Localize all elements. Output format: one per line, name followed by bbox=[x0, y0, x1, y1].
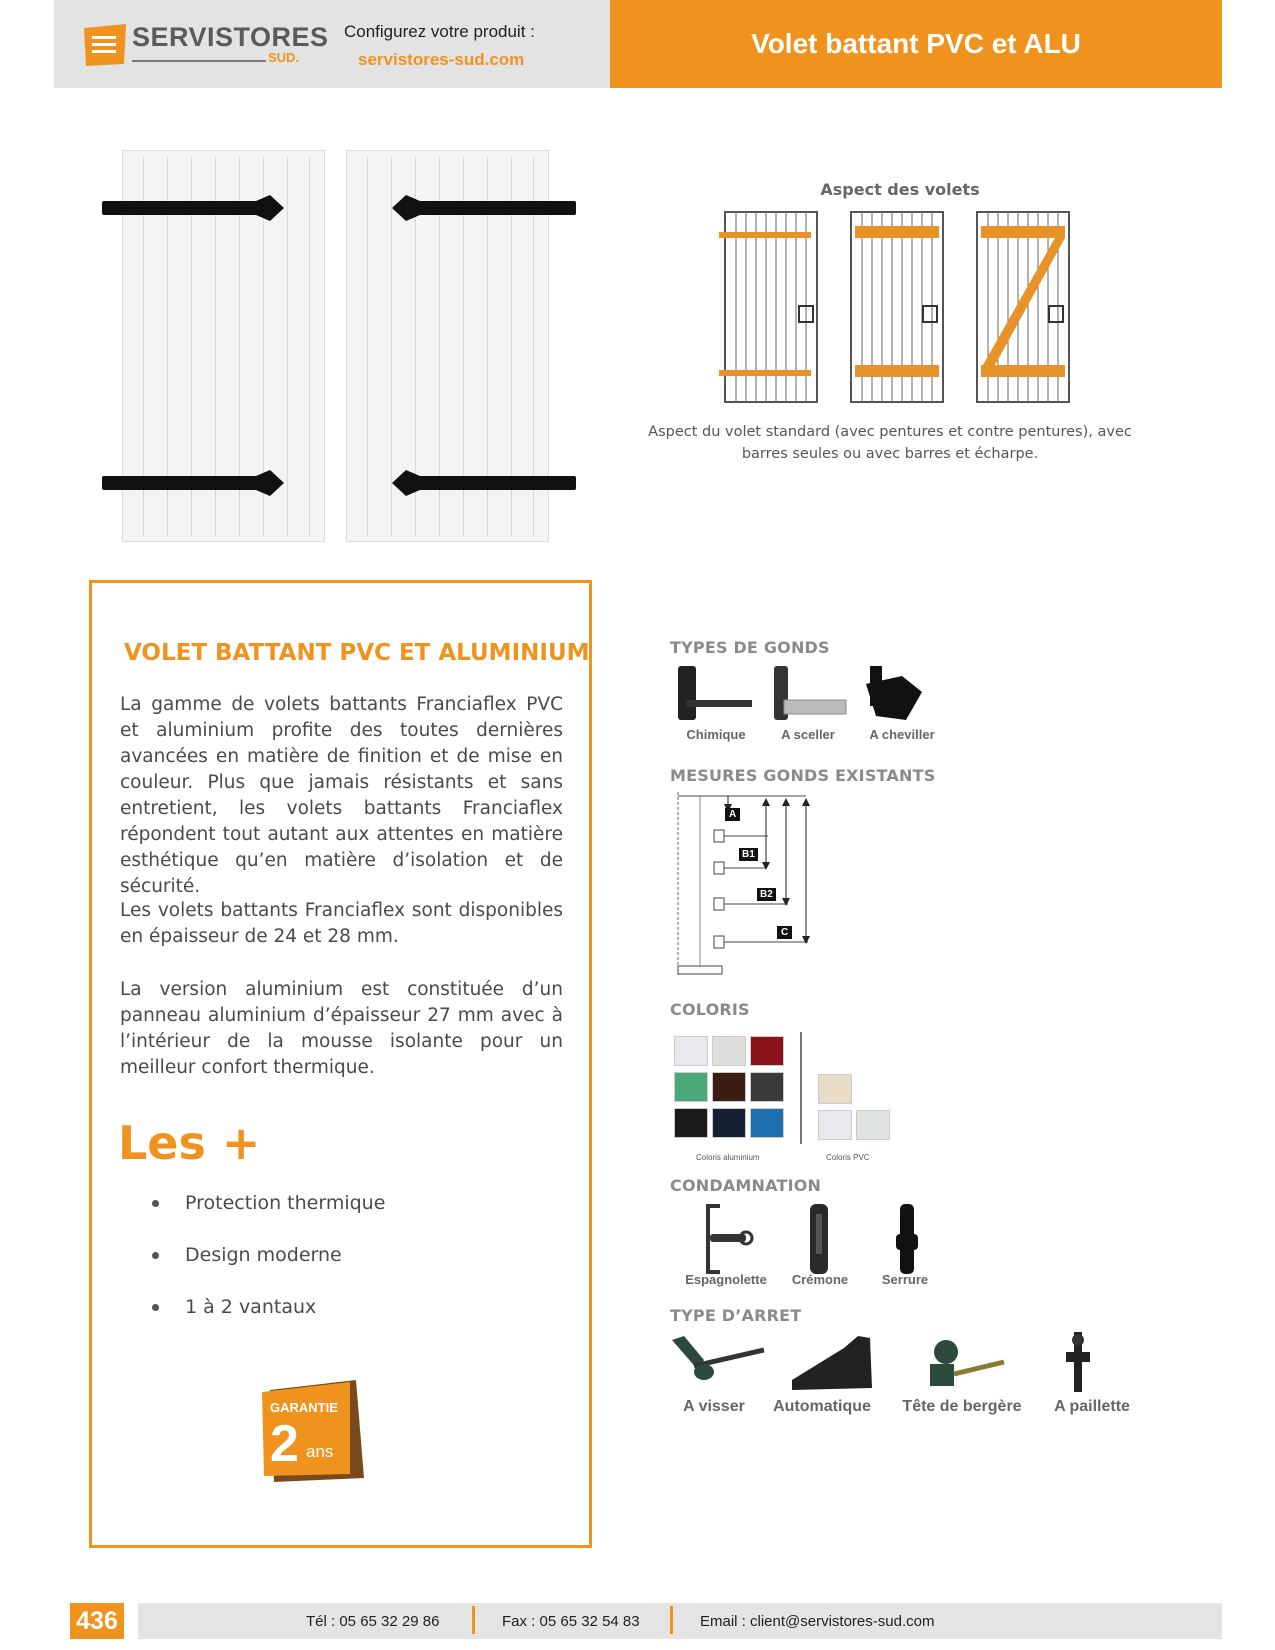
hinge-tip-icon bbox=[392, 470, 422, 496]
gond-label: A sceller bbox=[781, 727, 835, 742]
shutter-bars-z-icon bbox=[977, 212, 1069, 402]
color-swatch bbox=[750, 1108, 784, 1138]
aspect-caption-line1: Aspect du volet standard (avec pentures et contre pentures), avec bbox=[648, 424, 1132, 440]
bullet-item bbox=[152, 1244, 342, 1266]
page-number bbox=[70, 1603, 124, 1639]
hinge-strap bbox=[102, 201, 270, 215]
badge-number: 2 bbox=[270, 1415, 299, 1473]
page-title: Volet battant PVC et ALU bbox=[751, 28, 1081, 59]
hinge-tip-icon bbox=[392, 195, 422, 221]
bullet-text: Design moderne bbox=[185, 1244, 342, 1266]
bullet-item bbox=[152, 1296, 316, 1318]
mesure-label-b2: B2 bbox=[757, 888, 776, 901]
color-swatch bbox=[750, 1072, 784, 1102]
arret-label: A paillette bbox=[1054, 1398, 1130, 1415]
les-plus-heading: Les + bbox=[118, 1116, 261, 1170]
arret-label: A visser bbox=[683, 1398, 745, 1415]
footer-bar bbox=[138, 1603, 1222, 1639]
shutter-standard-icon bbox=[719, 212, 817, 402]
guarantee-badge bbox=[260, 1378, 366, 1484]
color-swatch bbox=[818, 1074, 852, 1104]
hinge-strap bbox=[408, 476, 576, 490]
color-swatch bbox=[856, 1110, 890, 1140]
coloris-pvc-grid bbox=[818, 1074, 898, 1144]
footer-fax: Fax : 05 65 32 54 83 bbox=[502, 1613, 640, 1630]
logo-name: SERVISTORES bbox=[132, 22, 329, 52]
cremone-icon bbox=[808, 1204, 832, 1278]
config-url-link[interactable]: servistores-sud.com bbox=[358, 50, 525, 69]
aluminium-paragraph: La version aluminium est constituée d’un panneau aluminium d’épaisseur 27 mm avec à l’intérieur de la mousse isolante pour un meilleur confort thermique. bbox=[120, 979, 563, 1078]
product-box-title: VOLET BATTANT PVC ET ALUMINIUM bbox=[124, 640, 590, 666]
color-swatch bbox=[674, 1072, 708, 1102]
bullet-text: 1 à 2 vantaux bbox=[185, 1296, 317, 1318]
thickness-paragraph: Les volets battants Franciaflex sont disponibles en épaisseur de 24 et 28 mm. bbox=[120, 900, 563, 947]
color-swatch bbox=[674, 1036, 708, 1066]
bullet-text: Protection thermique bbox=[185, 1192, 386, 1214]
page-title-banner bbox=[610, 0, 1222, 88]
color-swatch bbox=[818, 1110, 852, 1140]
mesures-diagram bbox=[670, 790, 820, 986]
gond-label: Chimique bbox=[686, 727, 746, 742]
condamnation-label: Crémone bbox=[791, 1272, 849, 1287]
gond-a-sceller-icon bbox=[770, 664, 850, 722]
logo-sub: SUD. bbox=[268, 50, 300, 65]
coloris-title: COLORIS bbox=[670, 1000, 750, 1019]
servistores-logo-icon bbox=[82, 22, 128, 68]
shutter-photo bbox=[96, 145, 576, 545]
gond-chimique-icon bbox=[676, 664, 756, 722]
color-swatch bbox=[712, 1108, 746, 1138]
espagnolette-icon bbox=[700, 1204, 754, 1278]
arret-automatique-icon bbox=[788, 1334, 878, 1392]
color-swatch bbox=[712, 1036, 746, 1066]
arret-a-visser-icon bbox=[668, 1336, 768, 1392]
shutter-bars-icon bbox=[851, 212, 943, 402]
badge-unit: ans bbox=[306, 1442, 334, 1461]
footer-phone: Tél : 05 65 32 29 86 bbox=[306, 1613, 440, 1630]
footer-separator bbox=[472, 1606, 475, 1634]
coloris-divider bbox=[800, 1032, 802, 1144]
color-swatch bbox=[712, 1072, 746, 1102]
mesures-title: MESURES GONDS EXISTANTS bbox=[670, 766, 936, 785]
arret-label: Tête de bergère bbox=[902, 1398, 1022, 1415]
aspect-title: Aspect des volets bbox=[820, 180, 980, 199]
arret-title: TYPE D’ARRET bbox=[670, 1306, 802, 1325]
arret-label: Automatique bbox=[773, 1398, 871, 1415]
mesure-label-c: C bbox=[777, 926, 792, 939]
hinge-tip-icon bbox=[256, 470, 286, 496]
aspect-caption-line2: barres seules ou avec barres et écharpe. bbox=[741, 446, 1039, 462]
footer-email-link[interactable]: Email : client@servistores-sud.com bbox=[700, 1613, 935, 1630]
footer-separator bbox=[670, 1606, 673, 1634]
condamnation-label: Espagnolette bbox=[685, 1272, 767, 1287]
arret-tete-de-bergere-icon bbox=[916, 1334, 1006, 1394]
condamnation-title: CONDAMNATION bbox=[670, 1176, 822, 1195]
gond-a-cheviller-icon bbox=[862, 664, 926, 724]
gond-label: A cheviller bbox=[869, 727, 935, 742]
shutter-aspect-diagram bbox=[715, 210, 1075, 406]
coloris-aluminium-grid bbox=[674, 1036, 790, 1146]
hinge-strap bbox=[102, 476, 270, 490]
color-swatch bbox=[674, 1108, 708, 1138]
logo-underline bbox=[132, 60, 266, 62]
mesure-label-a: A bbox=[725, 808, 740, 821]
hinge-strap bbox=[408, 201, 576, 215]
gonds-title: TYPES DE GONDS bbox=[670, 638, 830, 657]
condamnation-label: Serrure bbox=[881, 1272, 929, 1287]
badge-top-text: GARANTIE bbox=[270, 1400, 338, 1415]
coloris-aluminium-label: Coloris aluminium bbox=[696, 1153, 760, 1162]
hinge-tip-icon bbox=[256, 195, 286, 221]
page-number-text: 436 bbox=[76, 1606, 118, 1635]
color-swatch bbox=[750, 1036, 784, 1066]
mesure-label-b1: B1 bbox=[739, 848, 758, 861]
bullet-item bbox=[152, 1192, 385, 1214]
serrure-icon bbox=[896, 1204, 920, 1278]
config-label: Configurez votre produit : bbox=[344, 22, 535, 41]
description-paragraph: La gamme de volets battants Franciaflex PVC et aluminium profite des toutes dernières avancées en matière de finition et de mise en couleur. Plus que jamais résistants et sans entretient, les volets battants Franciaflex répondent tout autant aux attentes en matière esthétique qu’en matière d’isolation et de sécurité. bbox=[120, 694, 563, 897]
arret-a-paillette-icon bbox=[1058, 1332, 1098, 1394]
coloris-pvc-label: Coloris PVC bbox=[826, 1153, 870, 1162]
